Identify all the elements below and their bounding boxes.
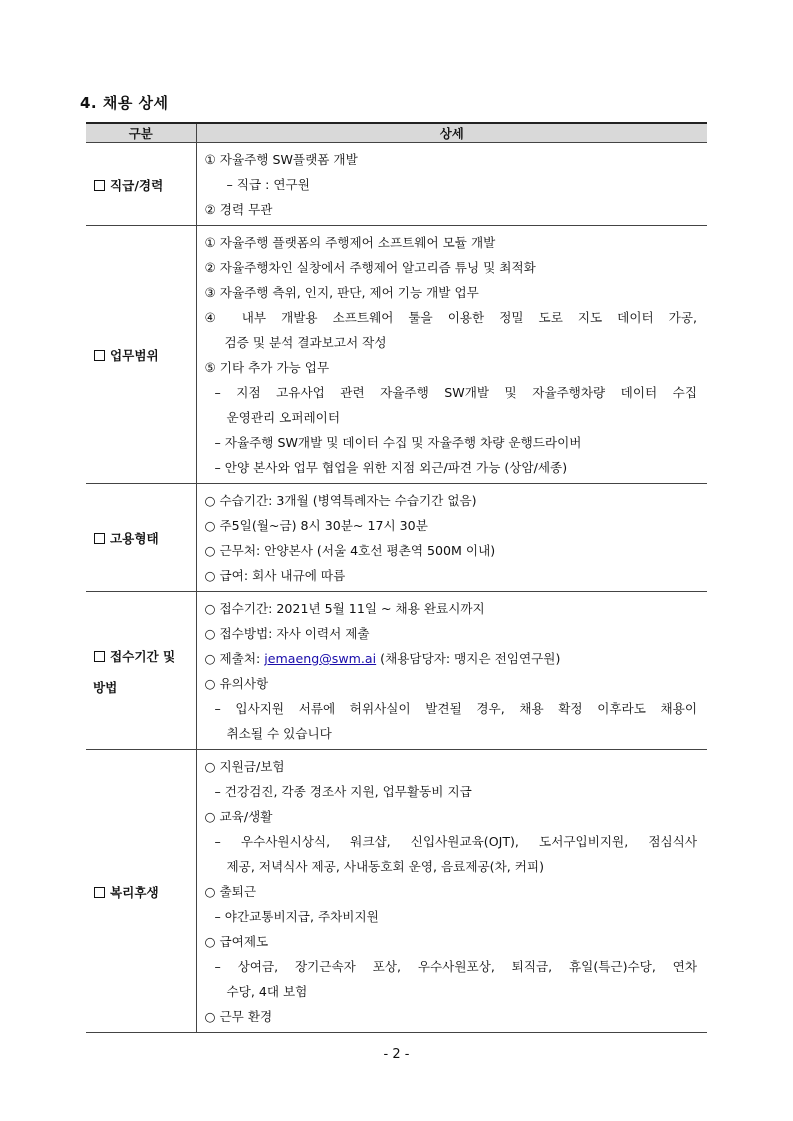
contact-note: (채용담당자: 맹지은 전임연구원) bbox=[376, 651, 561, 666]
detail-line: ① 자율주행 SW플랫폼 개발 bbox=[204, 152, 358, 167]
detail-line: 취소될 수 있습니다 bbox=[226, 726, 332, 741]
checkbox-icon bbox=[94, 533, 105, 544]
detail-cell bbox=[196, 484, 707, 592]
detail-line: 운영관리 오퍼레이터 bbox=[226, 410, 340, 425]
category-cell bbox=[86, 592, 196, 750]
detail-line: 제공, 저녁식사 제공, 사내동호회 운영, 음료제공(차, 커피) bbox=[226, 859, 545, 874]
checkbox-icon bbox=[94, 887, 105, 898]
detail-line: ○ 급여제도 bbox=[204, 934, 269, 949]
detail-cell bbox=[196, 226, 707, 484]
detail-line: ○ 출퇴근 bbox=[204, 884, 256, 899]
header-detail: 상세 bbox=[196, 123, 707, 143]
detail-line: ○ 근무 환경 bbox=[204, 1009, 273, 1024]
detail-line: – 우수사원시상식, 워크샵, 신입사원교육(OJT), 도서구입비지원, 점심식사 bbox=[214, 834, 697, 849]
email-link[interactable]: jemaeng@swm.ai bbox=[264, 651, 377, 666]
detail-line: ⑤ 기타 추가 가능 업무 bbox=[204, 360, 330, 375]
checkbox-icon bbox=[94, 350, 105, 361]
detail-line: ○ 지원금/보험 bbox=[204, 759, 285, 774]
detail-line: ○ 근무처: 안양본사 (서울 4호선 평촌역 500M 이내) bbox=[204, 543, 496, 558]
detail-line: ④ 내부 개발용 소프트웨어 툴을 이용한 정밀 도로 지도 데이터 가공, bbox=[204, 310, 697, 325]
category-label: 복리후생 bbox=[110, 884, 159, 900]
detail-line: ② 자율주행차인 실창에서 주행제어 알고리즘 튜닝 및 최적화 bbox=[204, 260, 536, 275]
detail-line: ○ 급여: 회사 내규에 따름 bbox=[204, 568, 346, 583]
recruitment-detail-table bbox=[86, 122, 707, 1033]
table-row-application bbox=[86, 592, 707, 750]
table-row-position bbox=[86, 143, 707, 226]
page-number: - 2 - bbox=[383, 1047, 410, 1062]
detail-cell bbox=[196, 750, 707, 1033]
detail-line: 검증 및 분석 결과보고서 작성 bbox=[224, 335, 387, 350]
detail-line: – 직급 : 연구원 bbox=[226, 177, 310, 192]
detail-line: ○ 접수방법: 자사 이력서 제출 bbox=[204, 626, 370, 641]
category-label: 고용형태 bbox=[110, 531, 159, 546]
category-cell bbox=[86, 226, 196, 484]
category-label: 직급/경력 bbox=[110, 177, 164, 193]
detail-line: ○ 교육/생활 bbox=[204, 809, 273, 824]
detail-line: ○ 주5일(월~금) 8시 30분~ 17시 30분 bbox=[204, 518, 428, 533]
table-row-scope bbox=[86, 226, 707, 484]
table-header-row bbox=[86, 123, 707, 143]
detail-line: 수당, 4대 보험 bbox=[226, 984, 308, 999]
detail-line: ○ 수습기간: 3개월 (병역특례자는 수습기간 없음) bbox=[204, 493, 477, 508]
detail-line: ③ 자율주행 측위, 인지, 판단, 제어 기능 개발 업무 bbox=[204, 285, 479, 300]
detail-line: ○ 유의사항 bbox=[204, 676, 269, 691]
detail-line: – 야간교통비지급, 주차비지원 bbox=[214, 909, 379, 924]
category-cell bbox=[86, 484, 196, 592]
table-row-employment bbox=[86, 484, 707, 592]
detail-line: ① 자율주행 플랫폼의 주행제어 소프트웨어 모듈 개발 bbox=[204, 235, 496, 250]
header-category: 구분 bbox=[86, 123, 196, 143]
category-label: 접수기간 및 bbox=[110, 648, 176, 664]
detail-line: – 상여금, 장기근속자 포상, 우수사원포상, 퇴직금, 휴일(특근)수당, 연차 bbox=[214, 959, 697, 974]
checkbox-icon bbox=[94, 180, 105, 191]
detail-line: ② 경력 무관 bbox=[204, 202, 273, 217]
detail-line: – 입사지원 서류에 허위사실이 발견될 경우, 채용 확정 이후라도 채용이 bbox=[214, 701, 697, 716]
detail-line: – 자율주행 SW개발 및 데이터 수집 및 자율주행 차량 운행드라이버 bbox=[214, 435, 582, 450]
detail-cell bbox=[196, 592, 707, 750]
table-row-benefits bbox=[86, 750, 707, 1033]
category-cell bbox=[86, 750, 196, 1033]
category-label: 업무범위 bbox=[110, 348, 159, 363]
detail-line: – 건강검진, 각종 경조사 지원, 업무활동비 지급 bbox=[214, 784, 472, 799]
detail-line: – 안양 본사와 업무 협업을 위한 지점 외근/파견 가능 (상암/세종) bbox=[214, 460, 568, 475]
category-label-continued: 방법 bbox=[93, 679, 118, 695]
submission-label: ○ 제출처: bbox=[204, 651, 265, 666]
section-title: 4. 채용 상세 bbox=[80, 94, 169, 112]
detail-cell bbox=[196, 143, 707, 226]
checkbox-icon bbox=[94, 651, 105, 662]
category-cell bbox=[86, 143, 196, 226]
detail-line: – 지점 고유사업 관련 자율주행 SW개발 및 자율주행차량 데이터 수집 bbox=[214, 385, 697, 400]
detail-line: ○ 접수기간: 2021년 5월 11일 ~ 채용 완료시까지 bbox=[204, 601, 485, 616]
detail-line-contact bbox=[205, 646, 698, 671]
